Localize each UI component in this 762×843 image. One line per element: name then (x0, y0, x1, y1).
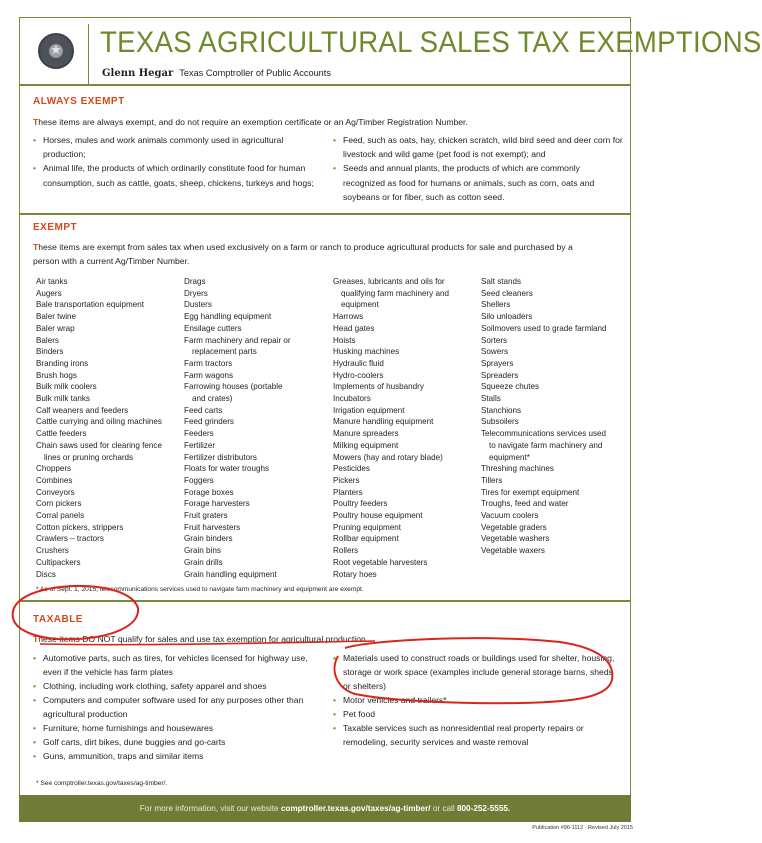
list-item: Binders (36, 347, 64, 357)
list-item: • Feed, such as oats, hay, chicken scratch, wild bird seed and deer corn for livestock and wild game (pet food is not exempt); and (333, 133, 623, 161)
list-item: Feeders (184, 429, 214, 439)
list-item: Bale transportation equipment (36, 300, 144, 310)
list-item: Forage harvesters (184, 499, 250, 509)
list-item: Forage boxes (184, 487, 234, 497)
exempt-column-3 (333, 276, 449, 580)
list-item: Drags (184, 277, 206, 286)
taxable-footnote: * See comptroller.texas.gov/taxes/ag-timber/. (36, 780, 168, 787)
list-item: Hydro-coolers (333, 370, 384, 380)
state-seal-icon (38, 33, 74, 69)
list-item: Pickers (333, 475, 360, 485)
list-item: Grain handling equipment (184, 569, 277, 579)
exempt-footnote: * As of Sept. 1, 2015, telecommunications services used to navigate farm machinery and equipment are exempt. (36, 586, 364, 593)
list-item: Grain bins (184, 546, 221, 556)
list-item: Discs (36, 569, 56, 579)
list-item: Ensilage cutters (184, 323, 242, 333)
list-item: Chain saws used for clearing fence (36, 440, 162, 450)
list-item: equipment (341, 300, 379, 310)
list-item: Baler twine (36, 312, 77, 322)
list-item: Conveyors (36, 487, 75, 497)
list-item: • Materials used to construct roads or buildings used for shelter, housing, storage or work space (examples include general storage barns, sheds or shelters) (333, 651, 618, 693)
list-item: Tires for exempt equipment (481, 487, 580, 497)
list-item: Egg handling equipment (184, 312, 272, 322)
list-item: Stalls (481, 394, 501, 404)
list-item: Milking equipment (333, 440, 399, 450)
website-link[interactable]: comptroller.texas.gov/taxes/ag-timber/ (280, 804, 431, 813)
exempt-heading: EXEMPT (33, 222, 78, 233)
list-item: Fertilizer (184, 440, 216, 450)
list-item: • Seeds and annual plants, the products of which are commonly recognized as food for humans or animals, such as corn, oats and soybeans or for fiber, such as cotton seed. (333, 161, 623, 204)
list-item: Harrows (333, 312, 364, 322)
list-item: Calf weaners and feeders (36, 405, 129, 415)
list-item: Squeeze chutes (481, 382, 540, 392)
list-item: Hydraulic fluid (333, 358, 384, 368)
exempt-column-4 (481, 276, 607, 557)
list-item: Tillers (481, 475, 503, 485)
list-item: Mowers (hay and rotary blade) (333, 452, 443, 462)
list-item: Sowers (481, 347, 508, 357)
list-item: Sorters (481, 335, 508, 345)
list-item: Balers (36, 335, 59, 345)
list-item: Branding irons (36, 358, 89, 368)
exempt-column-1 (36, 276, 162, 580)
list-item: Farm wagons (184, 370, 234, 380)
list-item: • Animal life, the products of which ordinarily constitute food for human consumption, such as cattle, goats, sheep, chickens, turkeys and hogs; (33, 161, 328, 189)
publication-number: Publication #96-1112 · Revised July 2015 (532, 825, 633, 831)
taxable-heading: TAXABLE (33, 614, 83, 625)
list-item: Manure handling equipment (333, 417, 434, 427)
list-item: Subsoilers (481, 417, 519, 427)
list-item: Fertilizer distributors (184, 452, 257, 462)
page-title: TEXAS AGRICULTURAL SALES TAX EXEMPTIONS (100, 26, 762, 59)
list-item: Vegetable graders (481, 522, 547, 532)
list-item: Poultry house equipment (333, 511, 423, 521)
list-item: Planters (333, 487, 363, 497)
header-rule (19, 84, 631, 86)
always-exempt-heading: ALWAYS EXEMPT (33, 96, 125, 107)
list-item: Silo unloaders (481, 312, 533, 322)
list-item: equipment* (489, 452, 530, 462)
list-item: Poultry feeders (333, 499, 388, 509)
list-item: Seed cleaners (481, 288, 533, 298)
list-item: • Horses, mules and work animals commonly used in agricultural production; (33, 133, 328, 161)
list-item: Vacuum coolers (481, 511, 539, 521)
list-item: Irrigation equipment (333, 405, 405, 415)
list-item: Choppers (36, 464, 72, 474)
list-item: Crawlers – tractors (36, 534, 104, 544)
list-item: Stanchions (481, 405, 522, 415)
list-item: • Furniture, home furnishings and housewares (33, 721, 323, 735)
list-item: Dryers (184, 288, 208, 298)
list-item: • Clothing, including work clothing, safety apparel and shoes (33, 679, 323, 693)
list-item: Grain drills (184, 557, 223, 567)
list-item: Hoists (333, 335, 356, 345)
list-item: Vegetable washers (481, 534, 550, 544)
list-item: Manure spreaders (333, 429, 399, 439)
list-item: Pruning equipment (333, 522, 401, 532)
header-divider (88, 24, 89, 84)
taxable-right-list (333, 651, 618, 749)
list-item: Combines (36, 475, 73, 485)
always-exempt-left-list (33, 133, 328, 190)
list-item: Head gates (333, 323, 375, 333)
list-item: Bulk milk coolers (36, 382, 97, 392)
list-item: Pesticides (333, 464, 370, 474)
list-item: Salt stands (481, 277, 522, 286)
list-item: replacement parts (192, 347, 257, 357)
list-item: qualifying farm machinery and (341, 288, 449, 298)
list-item: Farrowing houses (portable (184, 382, 283, 392)
list-item: Cotton pickers, strippers (36, 522, 124, 532)
list-item: Cattle currying and oiling machines (36, 417, 162, 427)
list-item: Augers (36, 288, 62, 298)
list-item: Cattle feeders (36, 429, 87, 439)
list-item: Baler wrap (36, 323, 75, 333)
list-item: • Taxable services such as nonresidential real property repairs or remodeling, security services and waste removal (333, 721, 618, 749)
list-item: Corral panels (36, 511, 85, 521)
list-item: Dusters (184, 300, 212, 310)
list-item: • Pet food (333, 707, 618, 721)
list-item: Threshing machines (481, 464, 554, 474)
list-item: Troughs, feed and water (481, 499, 569, 509)
list-item: Bulk milk tanks (36, 394, 90, 404)
list-item: to navigate farm machinery and (489, 440, 603, 450)
list-item: Rollers (333, 546, 359, 556)
list-item: Rotary hoes (333, 569, 377, 579)
list-item: Feed grinders (184, 417, 234, 427)
exempt-intro: These items are exempt from sales tax when used exclusively on a farm or ranch to produce agricultural products for sale and purchased by a person with a current Ag/Timber Number. (33, 242, 573, 266)
list-item: Shellers (481, 300, 511, 310)
taxable-left-list (33, 651, 323, 763)
list-item: Vegetable waxers (481, 546, 545, 556)
list-item: Feed carts (184, 405, 223, 415)
list-item: Cultipackers (36, 557, 81, 567)
list-item: Floats for water troughs (184, 464, 270, 474)
list-item: Corn pickers (36, 499, 82, 509)
list-item: Greases, lubricants and oils for (333, 277, 445, 286)
list-item: Fruit graters (184, 511, 228, 521)
list-item: Root vegetable harvesters (333, 557, 428, 567)
list-item: • Motor vehicles and trailers* (333, 693, 618, 707)
list-item: Air tanks (36, 277, 68, 286)
footer-band: For more information, visit our website comptroller.texas.gov/taxes/ag-timber/ or call 800-252-5555. (19, 795, 631, 822)
list-item: • Computers and computer software used for any purposes other than agricultural production (33, 693, 323, 721)
list-item: Farm tractors (184, 358, 233, 368)
list-item: Fruit harvesters (184, 522, 241, 532)
byline (102, 68, 331, 79)
phone-number: 800-252-5555. (456, 804, 511, 813)
comptroller-office: Texas Comptroller of Public Accounts (179, 68, 331, 78)
list-item: • Golf carts, dirt bikes, dune buggies and go-carts (33, 735, 323, 749)
list-item: lines or pruning orchards (44, 452, 134, 462)
list-item: and crates) (192, 394, 233, 404)
list-item: Farm machinery and repair or (184, 335, 291, 345)
section-divider (19, 600, 631, 602)
list-item: Spreaders (481, 370, 519, 380)
list-item: Husking machines (333, 347, 400, 357)
always-exempt-right-list (333, 133, 623, 204)
list-item: Sprayers (481, 358, 514, 368)
comptroller-name: Glenn Hegar (102, 68, 174, 79)
list-item: Foggers (184, 475, 214, 485)
list-item: Rollbar equipment (333, 534, 399, 544)
list-item: Telecommunications services used (481, 429, 607, 439)
list-item: Implements of husbandry (333, 382, 424, 392)
taxable-intro: These items DO NOT qualify for sales and use tax exemption for agricultural production. (33, 634, 369, 644)
list-item: Grain binders (184, 534, 233, 544)
list-item: Crushers (36, 546, 69, 556)
section-divider (19, 213, 631, 215)
list-item: Soilmovers used to grade farmland (481, 323, 607, 333)
list-item: Brush hogs (36, 370, 77, 380)
list-item: • Automotive parts, such as tires, for vehicles licensed for highway use, even if the vehicle has farm plates (33, 651, 323, 679)
exempt-column-2 (184, 276, 291, 580)
always-exempt-intro: These items are always exempt, and do not require an exemption certificate or an Ag/Timber Registration Number. (33, 117, 468, 127)
list-item: Incubators (333, 394, 371, 404)
list-item: • Guns, ammunition, traps and similar items (33, 749, 323, 763)
